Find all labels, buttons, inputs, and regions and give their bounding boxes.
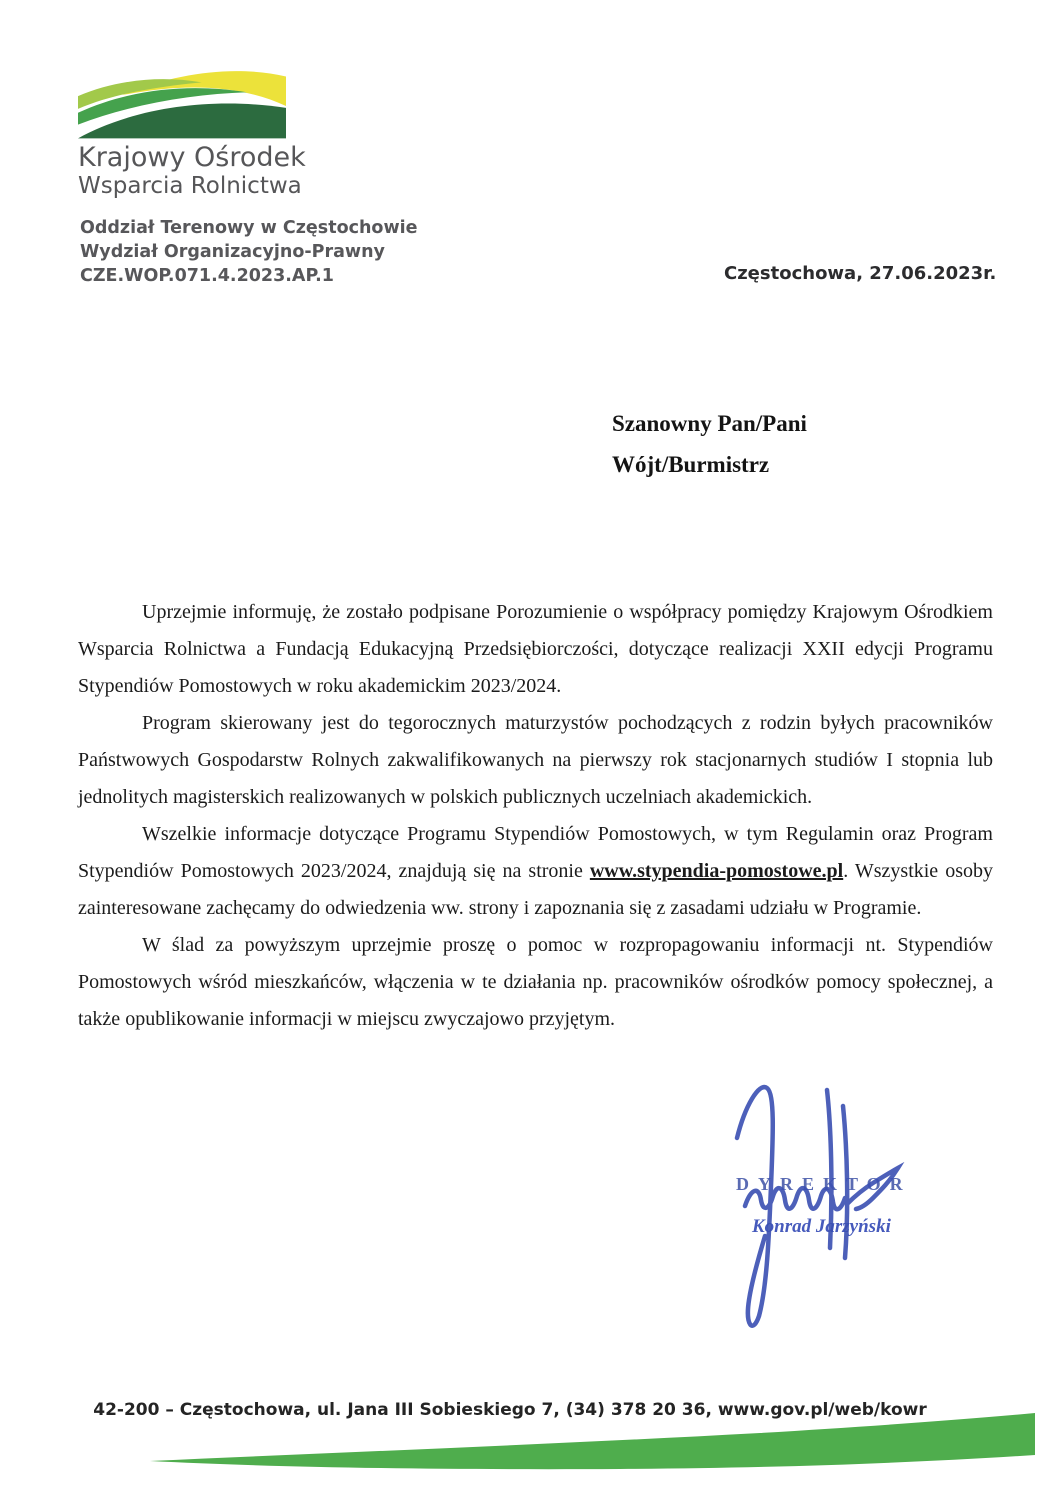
paragraph-1: Uprzejmie informuję, że zostało podpisane Porozumienie o współpracy pomiędzy Krajowym Ośrodkiem Wsparcia Rolnictwa a Fundacją Edukacyjną Przedsiębiorczości, dotyczące realizacji XXII edycji Programu Stypendiów Pomostowych w roku akademickim 2023/2024. bbox=[78, 601, 993, 697]
paragraph-3-after-link: . Wszystkie osoby zainteresowane zachęcamy do odwiedzenia ww. strony i zapoznania się z zasadami udziału w Programie. bbox=[78, 860, 993, 919]
office-department: Wydział Organizacyjno-Prawny bbox=[80, 242, 385, 262]
signer-name: Konrad Jarzyński bbox=[752, 1216, 891, 1237]
place-and-date: Częstochowa, 27.06.2023r. bbox=[724, 263, 997, 284]
paragraph-3-before-link: Wszelkie informacje dotyczące Programu Stypendiów Pomostowych, w tym Regulamin oraz Program Stypendiów Pomostowych 2023/2024, znajdują się na stronie bbox=[78, 823, 993, 882]
sender-office-block bbox=[80, 216, 418, 288]
paragraph-2: Program skierowany jest do tegorocznych maturzystów pochodzących z rodzin byłych pracowników Państwowych Gospodarstw Rolnych zakwalifikowanych na pierwszy rok stacjonarnych studiów I stopnia lub jednolitych magisterskich realizowanych w polskich publicznych uczelniach akademickich. bbox=[78, 712, 993, 808]
paragraph-3 bbox=[78, 816, 993, 927]
handwritten-signature bbox=[715, 1076, 915, 1334]
office-branch: Oddział Terenowy w Częstochowie bbox=[80, 218, 418, 238]
reference-number: CZE.WOP.071.4.2023.AP.1 bbox=[80, 266, 334, 286]
signer-title-stamp: DYREKTOR bbox=[736, 1174, 912, 1194]
recipient-block bbox=[612, 403, 807, 485]
footer-green-swoosh bbox=[0, 1405, 1058, 1495]
letter-body bbox=[78, 594, 993, 1038]
footer-address: 42-200 – Częstochowa, ul. Jana III Sobieskiego 7, (34) 378 20 36, www.gov.pl/web/kowr bbox=[93, 1400, 927, 1420]
org-name-line1: Krajowy Ośrodek bbox=[78, 142, 306, 173]
org-name-line2: Wsparcia Rolnictwa bbox=[78, 173, 302, 199]
stypendia-url-text: www.stypendia-pomostowe.pl bbox=[589, 860, 844, 882]
recipient-title: Wójt/Burmistrz bbox=[612, 452, 770, 477]
kowr-logo bbox=[78, 66, 308, 199]
paragraph-4: W ślad za powyższym uprzejmie proszę o pomoc w rozpropagowaniu informacji nt. Stypendiów Pomostowych wśród mieszkańców, włączenia w te działania np. pracowników ośrodków pomocy społecznej, a także opublikowanie informacji w miejscu zwyczajowo przyjętym. bbox=[78, 934, 993, 1030]
recipient-salutation: Szanowny Pan/Pani bbox=[612, 411, 807, 436]
kowr-logo-swoosh-icon bbox=[78, 66, 286, 140]
